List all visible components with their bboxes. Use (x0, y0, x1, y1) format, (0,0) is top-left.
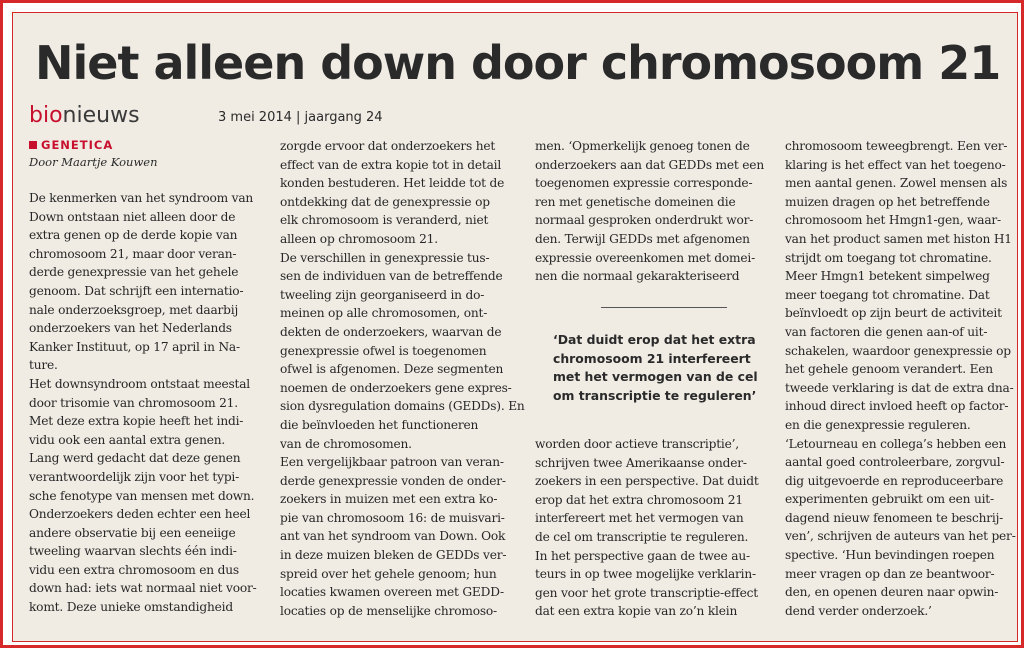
text-line: sen de individuen van de betreffende (280, 269, 503, 284)
pullquote-line: met het vermogen van de cel (553, 369, 758, 384)
text-line: locaties op de menselijke chromoso- (280, 603, 497, 618)
text-line: en die genexpressie reguleren. (785, 417, 971, 432)
text-line: derde genexpressie vonden de onder- (280, 473, 506, 488)
pullquote-rule (601, 307, 727, 308)
article-column-4 (785, 137, 1018, 620)
section-text: GENETICA (41, 138, 114, 152)
text-line: dend verder onderzoek.’ (785, 603, 932, 618)
text-line: Een vergelijkbaar patroon van veran- (280, 455, 504, 470)
article-column-3 (535, 137, 779, 286)
text-line: het gehele genoom verandert. Een (785, 362, 993, 377)
text-line: Down ontstaan niet alleen door de (29, 209, 236, 224)
text-line: door trisomie van chromosoom 21. (29, 395, 238, 410)
masthead-bio: bio (29, 103, 63, 128)
text-line: chromosoom het Hmgn1-gen, waar- (785, 213, 1001, 228)
dateline: 3 mei 2014 | jaargang 24 (218, 110, 383, 125)
text-line: Onderzoekers deden echter een heel (29, 507, 251, 522)
text-line: ven’, schrijven de auteurs van het per- (785, 529, 1016, 544)
text-line: andere observatie bij een eeneiige (29, 525, 236, 540)
section-square-icon (29, 141, 37, 149)
text-line: strijdt om toegang tot chromatine. (785, 250, 992, 265)
text-line: vidu een extra chromosoom en dus (29, 562, 239, 577)
text-line: spreid over het gehele genoom; hun (280, 566, 497, 581)
text-line: klaring is het effect van het toegeno- (785, 157, 1006, 172)
text-line: normaal gesproken onderdrukt wor- (535, 213, 754, 228)
text-line: schakelen, waardoor genexpressie op (785, 343, 1011, 358)
text-line: ture. (29, 358, 58, 373)
text-line: nen die normaal gekarakteriseerd (535, 269, 740, 284)
text-line: toegenomen expressie corresponde- (535, 176, 753, 191)
pullquote-line: ‘Dat duidt erop dat het extra (553, 332, 756, 347)
text-line: genexpressie ofwel is toegenomen (280, 343, 487, 358)
text-line: spective. ‘Hun bevindingen roepen (785, 548, 995, 563)
headline: Niet alleen down door chromosoom 21 (35, 36, 1001, 90)
text-line: beïnvloedt op zijn beurt de activiteit (785, 306, 1002, 321)
text-line: noemen de onderzoekers gene expres- (280, 380, 512, 395)
text-line: tweede verklaring is dat de extra dna- (785, 380, 1014, 395)
text-line: tweeling waarvan slechts één indi- (29, 544, 237, 559)
text-line: aantal goed controleerbare, zorgvul- (785, 455, 1005, 470)
text-line: De verschillen in genexpressie tus- (280, 250, 490, 265)
pullquote-line: om transcriptie te reguleren’ (553, 387, 757, 403)
text-line: ant van het syndroom van Down. Ook (280, 529, 506, 544)
text-line: expressie overeenkomen met domei- (535, 250, 756, 265)
text-line: dat een extra kopie van zo’n klein (535, 604, 738, 619)
text-line: worden door actieve transcriptie’, (535, 437, 739, 451)
text-line: ofwel is afgenomen. Deze segmenten (280, 362, 504, 377)
text-line: chromosoom teweegbrengt. Een ver- (785, 139, 1008, 153)
text-line: die beïnvloeden het functioneren (280, 417, 479, 432)
text-line: zoekers in een perspective. Dat duidt (535, 474, 759, 489)
text-line: teurs in op twee mogelijke verklarin- (535, 567, 756, 582)
text-line: dagend nieuw fenomeen te beschrij- (785, 510, 1004, 525)
text-line: Met deze extra kopie heeft het indi- (29, 414, 244, 429)
article-column-2 (280, 137, 528, 620)
text-line: Kanker Instituut, op 17 april in Na- (29, 339, 240, 354)
text-line: den, en openen deuren naar opwin- (785, 585, 999, 600)
text-line: genoom. Dat schrijft een internatio- (29, 283, 244, 298)
text-line: dig uitgevoerde en reproduceerbare (785, 473, 1004, 488)
text-line: meer vragen op dan ze beantwoor- (785, 566, 995, 581)
text-line: van het product samen met histon H1 (785, 231, 1012, 246)
text-line: erop dat het extra chromosoom 21 (535, 492, 743, 507)
text-line: schrijven twee Amerikaanse onder- (535, 455, 747, 470)
text-line: muizen dragen op het betreffende (785, 194, 990, 209)
text-line: verantwoordelijk zijn voor het typi- (29, 469, 240, 484)
text-line: gen voor het grote transcriptie-effect (535, 585, 758, 600)
text-line: in deze muizen bleken de GEDDs ver- (280, 548, 507, 563)
text-line: van de chromosomen. (280, 436, 412, 451)
text-line: Meer Hmgn1 betekent simpelweg (785, 269, 990, 284)
article-column-1 (29, 189, 269, 617)
masthead-nieuws: nieuws (62, 103, 140, 128)
text-line: meer toegang tot chromatine. Dat (785, 287, 990, 302)
text-line: alleen op chromosoom 21. (280, 231, 438, 246)
text-line: onderzoekers van het Nederlands (29, 321, 232, 336)
text-line: sion dysregulation domains (GEDDs). En (280, 399, 525, 414)
text-line: De kenmerken van het syndroom van (29, 191, 254, 205)
pullquote-line: chromosoom 21 interfereert (553, 350, 751, 366)
text-line: elk chromosoom is veranderd, niet (280, 213, 489, 228)
text-line: komt. Deze unieke omstandigheid (29, 600, 233, 615)
text-line: extra genen op de derde kopie van (29, 228, 238, 243)
text-line: sche fenotype van mensen met down. (29, 488, 255, 503)
text-line: Lang werd gedacht dat deze genen (29, 451, 241, 466)
article-column-3-continued (535, 435, 779, 621)
text-line: zoekers in muizen met een extra ko- (280, 492, 498, 507)
text-line: locaties kwamen overeen met GEDD- (280, 585, 504, 600)
text-line: den. Terwijl GEDDs met afgenomen (535, 231, 750, 246)
text-line: In het perspective gaan de twee au- (535, 548, 750, 563)
text-line: down had: iets wat normaal niet voor- (29, 581, 257, 596)
text-line: interfereert met het vermogen van (535, 511, 744, 526)
text-line: men. ‘Opmerkelijk genoeg tonen de (535, 139, 750, 153)
text-line: inhoud direct invloed heeft op factor- (785, 399, 1009, 414)
text-line: effect van de extra kopie tot in detail (280, 157, 502, 172)
section-label (29, 137, 113, 153)
masthead (29, 101, 140, 131)
newspaper-clipping (12, 12, 1018, 642)
text-line: experimenten gebruikt om een uit- (785, 492, 994, 507)
text-line: zorgde ervoor dat onderzoekers het (280, 139, 496, 153)
text-line: dekten de onderzoekers, waarvan de (280, 324, 502, 339)
text-line: konden bestuderen. Het leidde tot de (280, 176, 505, 191)
text-line: ontdekking dat de genexpressie op (280, 194, 490, 209)
text-line: meinen op alle chromosomen, ont- (280, 306, 488, 321)
text-line: ‘Letourneau en collega’s hebben een (785, 436, 1007, 451)
text-line: van factoren die genen aan-of uit- (785, 324, 988, 339)
text-line: men aantal genen. Zowel mensen als (785, 176, 1008, 191)
text-line: de cel om transcriptie te reguleren. (535, 529, 749, 544)
text-line: ren met genetische domeinen die (535, 194, 736, 209)
text-line: pie van chromosoom 16: de muisvari- (280, 510, 505, 525)
text-line: nale onderzoeksgroep, met daarbij (29, 302, 239, 317)
text-line: Het downsyndroom ontstaat meestal (29, 376, 250, 391)
text-line: vidu ook een aantal extra genen. (29, 432, 226, 447)
text-line: tweeling zijn georganiseerd in do- (280, 287, 485, 302)
text-line: derde genexpressie van het gehele (29, 265, 239, 280)
byline: Door Maartje Kouwen (29, 155, 158, 169)
text-line: chromosoom 21, maar door veran- (29, 246, 237, 261)
pullquote (553, 331, 777, 405)
text-line: onderzoekers aan dat GEDDs met een (535, 157, 764, 172)
